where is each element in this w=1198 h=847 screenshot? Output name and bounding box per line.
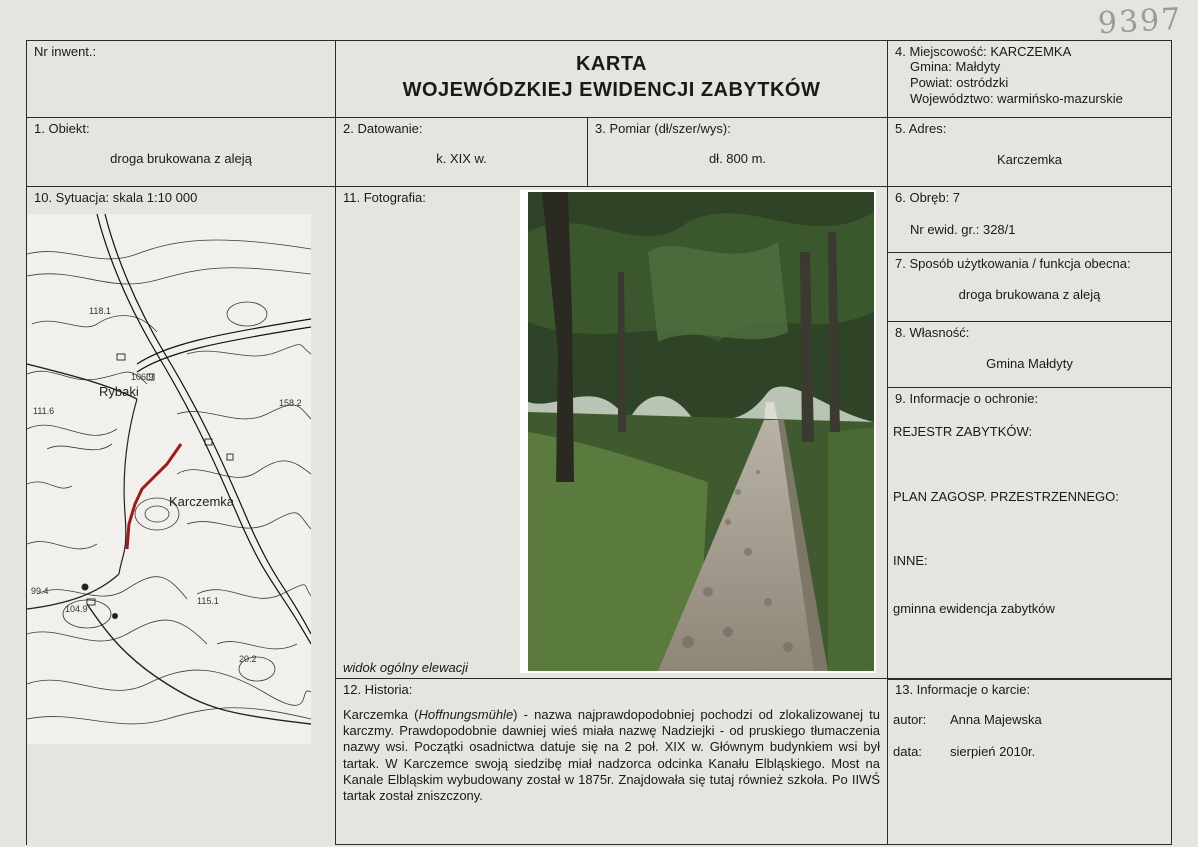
history-text-rest: ) - nazwa najprawdopodobniej pochodzi od zlokalizowanej tu karczmy. Prawdopodobnie dawniej wieś miała nazwę Nadziejki - od pruskiego tłumaczenia nazwy wsi. Początki osadnictwa datuje się na 2 poł. XIX w. Głównym budynkiem wsi był tartak. W Karczemce swoją siedzibę miał nadzorca odcinka Kanału Elbląskiego. Most na Kanale Elbląskim wybudowany został w 1875r. Znajdowała się tutaj również szkoła. Po IIWŚ tartak został zniszczony. [343, 707, 880, 804]
dating-label: 2. Datowanie: [343, 121, 423, 136]
ownership-cell [887, 321, 1172, 388]
author-label: autor: [893, 712, 927, 727]
photo-label: 11. Fotografia: [343, 190, 426, 205]
history-text-italic: Hoffnungsmühle [418, 707, 514, 722]
object-cell [26, 117, 336, 187]
map-elevation-104: 104.9 [65, 604, 88, 614]
situation-map [27, 214, 311, 744]
ownership-label: 8. Własność: [895, 325, 970, 340]
address-value: Karczemka [996, 152, 1063, 167]
address-label: 5. Adres: [895, 121, 947, 136]
spatial-plan-label: PLAN ZAGOSP. PRZESTRZENNEGO: [893, 489, 1119, 504]
locality-label-line [895, 44, 1071, 59]
object-label: 1. Obiekt: [34, 121, 90, 136]
measurement-value: dł. 800 m. [708, 151, 767, 166]
map-elevation-111: 111.6 [33, 406, 55, 416]
title-line2: WOJEWÓDZKIEJ EWIDENCJI ZABYTKÓW [402, 79, 821, 101]
map-elevation-20: 20.2 [239, 654, 257, 664]
history-text [343, 707, 880, 804]
map-elevation-158: 158.2 [279, 398, 302, 408]
protection-cell [887, 387, 1172, 680]
dating-cell [335, 117, 588, 187]
dating-value: k. XIX w. [436, 151, 487, 166]
title-line1: KARTA [575, 53, 647, 75]
date-label: data: [893, 744, 922, 759]
plot-number: Nr ewid. gr.: 328/1 [910, 222, 1016, 237]
map-elevation-115: 115.1 [197, 596, 219, 606]
map-elevation-99: 99.4 [31, 586, 49, 596]
map-elevation-106: 106.9 [131, 372, 154, 382]
road-photo-image [528, 192, 874, 671]
locality-value: KARCZEMKA [990, 44, 1072, 59]
history-label: 12. Historia: [343, 682, 413, 697]
card-info-cell [887, 678, 1172, 845]
register-label: REJESTR ZABYTKÓW: [893, 424, 1033, 439]
photo-caption: widok ogólny elewacji [343, 660, 469, 675]
map-label-rybaki: Rybaki [99, 384, 139, 399]
address-cell [887, 117, 1172, 187]
wojewodztwo-line: Województwo: warmińsko-mazurskie [910, 91, 1123, 106]
card-info-label: 13. Informacje o karcie: [895, 682, 1031, 697]
history-cell [335, 678, 888, 845]
usage-value: droga brukowana z aleją [958, 287, 1101, 302]
municipal-register-value: gminna ewidencja zabytków [893, 601, 1055, 616]
usage-cell [887, 252, 1172, 322]
protection-label: 9. Informacje o ochronie: [895, 391, 1039, 406]
author-value: Anna Majewska [950, 712, 1042, 727]
inventory-number-cell [26, 40, 336, 118]
other-label: INNE: [893, 553, 928, 568]
title-cell [335, 40, 888, 118]
measurement-cell [587, 117, 888, 187]
photograph [520, 190, 876, 673]
object-value: droga brukowana z aleją [110, 151, 252, 166]
history-text-start: Karczemka ( [343, 707, 419, 722]
map-elevation-118: 118.1 [89, 306, 111, 316]
precinct-label: 6. Obręb: 7 [895, 190, 961, 205]
ownership-value: Gmina Małdyty [986, 356, 1073, 371]
locality-cell [887, 40, 1172, 118]
map-label-karczemka: Karczemka [169, 494, 235, 509]
handwritten-number: 9397 [1097, 1, 1184, 42]
precinct-cell [887, 186, 1172, 253]
inventory-number-label: Nr inwent.: [34, 44, 97, 59]
locality-label: 4. Miejscowość: [895, 44, 987, 59]
usage-label: 7. Sposób użytkowania / funkcja obecna: [895, 256, 1131, 271]
date-value: sierpień 2010r. [950, 744, 1036, 759]
measurement-label: 3. Pomiar (dł/szer/wys): [595, 121, 731, 136]
gmina-line: Gmina: Małdyty [910, 59, 1001, 74]
situation-label: 10. Sytuacja: skala 1:10 000 [34, 190, 198, 205]
powiat-line: Powiat: ostródzki [910, 75, 1009, 90]
